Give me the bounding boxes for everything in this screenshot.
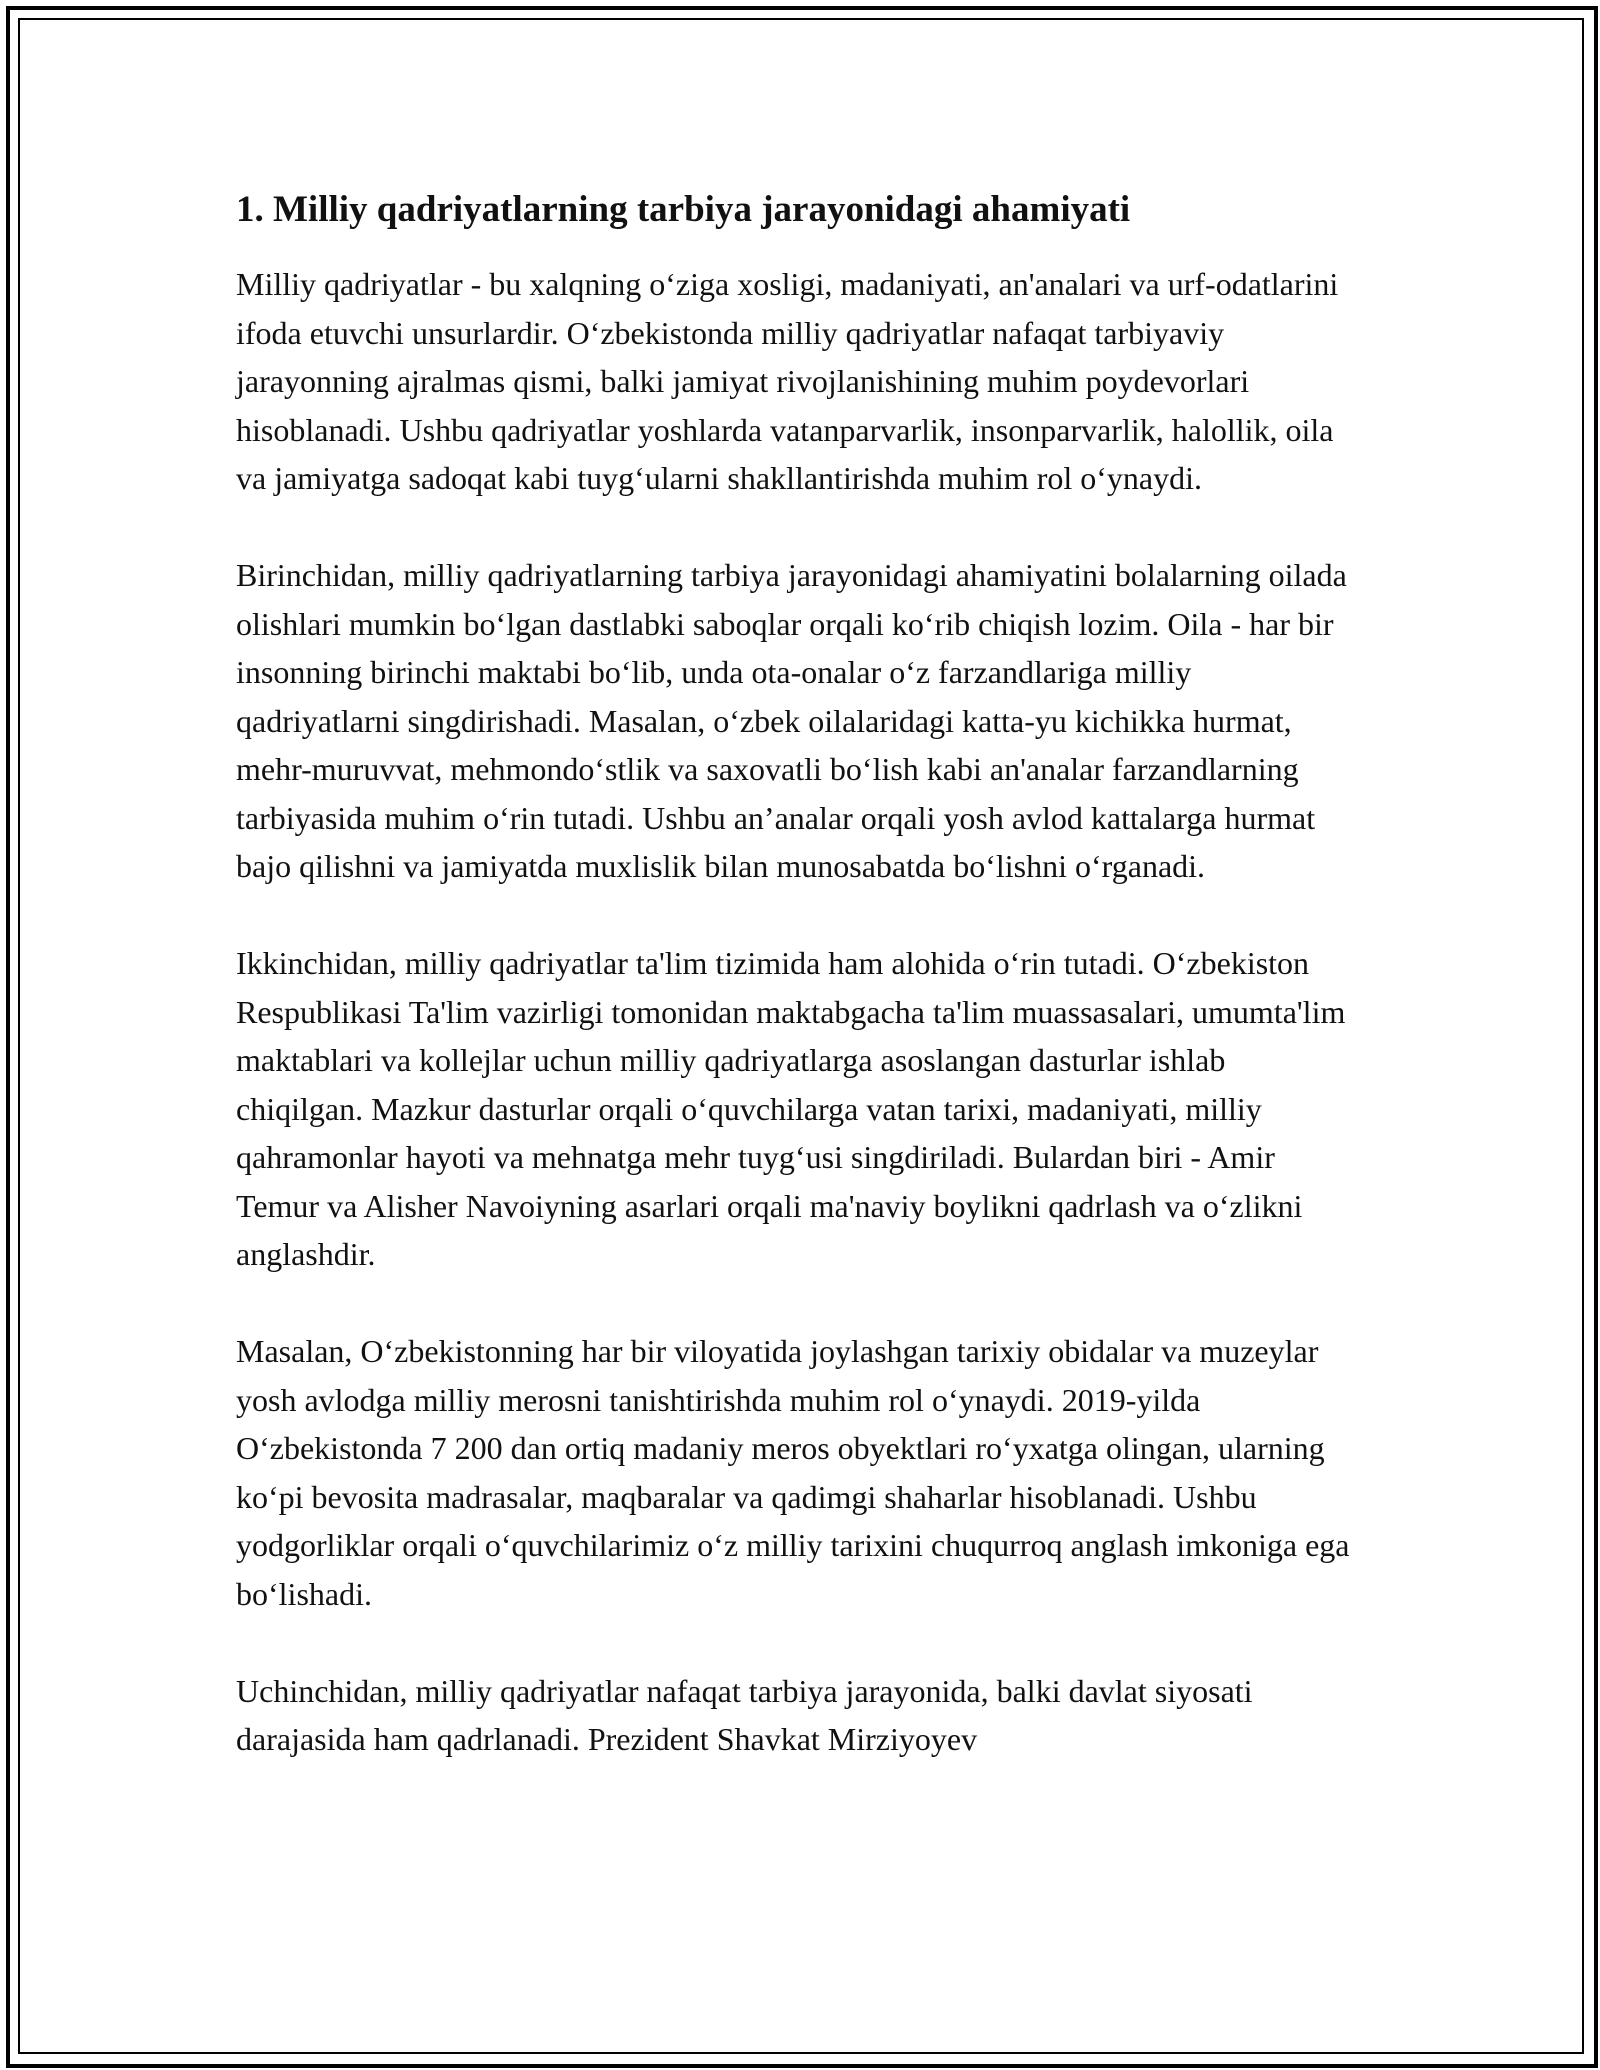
paragraph-intro: Milliy qadriyatlar - bu xalqning o‘ziga xosligi, madaniyati, an'analari va urf-odatlarini ifoda etuvchi unsurlardir. O‘zbekistonda milliy qadriyatlar nafaqat tarbiyaviy jarayonning ajralmas qismi, balki jamiyat rivojlanishining muhim poydevorlari hisoblanadi. Ushbu qadriyatlar yoshlarda vatanparvarlik, insonparvarlik, halollik, oila va jamiyatga sadoqat kabi tuyg‘ularni shakllantirishda muhim rol o‘ynaydi.	[236, 266, 1339, 496]
paragraph-first: Birinchidan, milliy qadriyatlarning tarbiya jarayonidagi ahamiyatini bolalarning oilada olishlari mumkin bo‘lgan dastlabki saboqlar orqali ko‘rib chiqish lozim. Oila - har bir insonning birinchi maktabi bo‘lib, unda ota-onalar o‘z farzandlariga milliy qadriyatlarni singdirishadi. Masalan, o‘zbek oilalaridagi katta-yu kichikka hurmat, mehr-muruvvat, mehmondo‘stlik va saxovatli bo‘lish kabi an'analar farzandlarning tarbiyasida muhim o‘rin tutadi. Ushbu an’analar orqali yosh avlod kattalarga hurmat bajo qilishni va jamiyatda muxlislik bilan munosabatda bo‘lishni o‘rganadi.	[236, 557, 1347, 884]
paragraph-third: Uchinchidan, milliy qadriyatlar nafaqat tarbiya jarayonida, balki davlat siyosati darajasida ham qadrlanadi. Prezident Shavkat Mirziyoyev	[236, 1672, 1253, 1757]
paragraph-second: Ikkinchidan, milliy qadriyatlar ta'lim tizimida ham alohida o‘rin tutadi. O‘zbekiston Respublikasi Ta'lim vazirligi tomonidan maktabgacha ta'lim muassasalari, umumta'lim maktablari va kollejlar uchun milliy qadriyatlarga asoslangan dasturlar ishlab chiqilgan. Mazkur dasturlar orqali o‘quvchilarga vatan tarixi, madaniyati, milliy qahramonlar hayoti va mehnatga mehr tuyg‘usi singdiriladi. Bulardan biri - Amir Temur va Alisher Navoiyning asarlari orqali ma'naviy boylikni qadrlash va o‘zlikni anglashdir.	[236, 945, 1346, 1272]
document-body	[236, 172, 1356, 1764]
paragraph-example: Masalan, O‘zbekistonning har bir viloyatida joylashgan tarixiy obidalar va muzeylar yosh avlodga milliy merosni tanishtirishda muhim rol o‘ynaydi. 2019-yilda O‘zbekistonda 7 200 dan ortiq madaniy meros obyektlari ro‘yxatga olingan, ularning ko‘pi bevosita madrasalar, maqbaralar va qadimgi shaharlar hisoblanadi. Ushbu yodgorliklar orqali o‘quvchilarimiz o‘z milliy tarixini chuqurroq anglash imkoniga ega bo‘lishadi.	[236, 1333, 1350, 1612]
section-heading: 1. Milliy qadriyatlarning tarbiya jarayonidagi ahamiyati	[236, 189, 1131, 230]
